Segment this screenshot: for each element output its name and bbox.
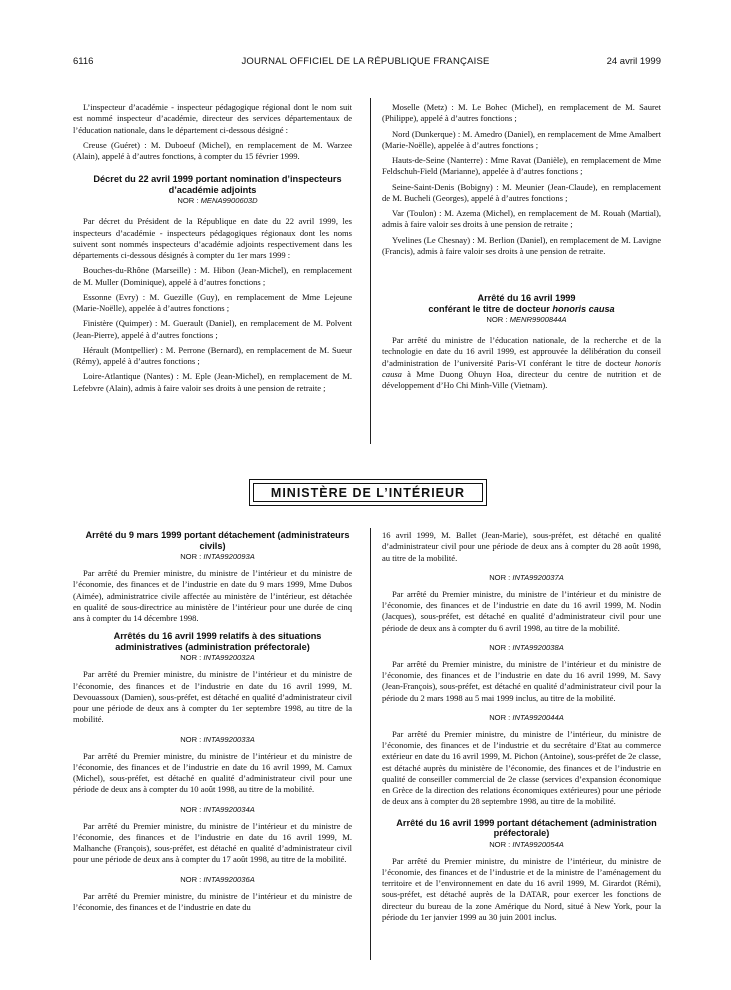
paragraph: [382, 335, 661, 391]
paragraph: 16 avril 1999, M. Ballet (Jean-Marie), sous-préfet, est détaché en qualité d’administrateur civil pour une période de deux ans à compter du 28 août 1998, au titre de la mobilité.: [382, 530, 661, 563]
paragraph: Par arrêté du Premier ministre, du ministre de l’intérieur et du ministre de l’économie, des finances et de l’industrie en date du 16 avril 1999, M. Malhanche (François), sous-préfet, est détaché en qualité d’administrateur civil pour une période de deux ans à compter du 17 août 1998, au titre de la mobilité.: [73, 820, 352, 865]
nor-label: NOR :: [180, 734, 202, 744]
paragraph: Var (Toulon) : M. Azema (Michel), en remplacement de M. Rouah (Martial), admis à faire valoir ses droits à une pension de retraite ;: [382, 208, 661, 230]
arrete-title: Arrêté du 16 avril 1999 portant détachement (administration préfectorale): [396, 817, 657, 838]
nor-label: NOR :: [489, 642, 511, 652]
nor-label: NOR :: [489, 572, 511, 582]
ministry-heading: MINISTÈRE DE L’INTÉRIEUR: [253, 483, 483, 502]
nor-label: NOR :: [180, 653, 202, 663]
nor-code: INTA9920093A: [203, 552, 255, 561]
paragraph: Hérault (Montpellier) : M. Perrone (Bernard), en remplacement de M. Sueur (Rémy), appelé à d’autres fonctions ;: [73, 344, 352, 366]
bottom-right-column: [382, 530, 661, 923]
arrete-title-line-1: Arrêté du 16 avril 1999: [477, 293, 576, 303]
nor-code: INTA9920038A: [512, 642, 564, 652]
paragraph: L’inspecteur d’académie - inspecteur pédagogique régional dont le nom suit est nommé inspecteur d’académie, directeur des services départementaux de l’éducation nationale, dans le département ci-dessous désigné :: [73, 102, 352, 135]
nor-code: MENR9900844A: [509, 315, 567, 324]
nor-label: NOR :: [177, 196, 199, 206]
nor-label: NOR :: [180, 874, 202, 884]
paragraph: Par arrêté du Premier ministre, du ministre de l’intérieur, du ministre de l’économie, des finances et de l’industrie et du secrétaire d’Etat au commerce extérieur en date du 16 avril 1999, M. Pichon (Antoine), sous-préfet de 2e classe, est détaché auprès du ministère de l’économie, des finances et de l’industrie en qualité de conseiller commercial de 2e classe (services d’expansion économique en Grèce de la direction des relations économiques extérieures) pour une période de deux ans à compter du 28 septembre 1998, au titre de la mobilité.: [382, 728, 661, 807]
arrete-title: Arrêtés du 16 avril 1999 relatifs à des situations administratives (administration préfectorale): [113, 631, 322, 652]
paragraph: Nord (Dunkerque) : M. Amedro (Daniel), en remplacement de Mme Amalbert (Marie-Noëlle), appelée à d’autres fonctions ;: [382, 128, 661, 150]
nor-label: NOR :: [180, 552, 202, 561]
nor-code: INTA9920032A: [203, 653, 255, 663]
nor-code: INTA9920036A: [203, 874, 255, 884]
paragraph: Hauts-de-Seine (Nanterre) : Mme Ravat (Danièle), en remplacement de Mme Feldschuh-Field (Marianne), appelée à d’autres fonctions ;: [382, 155, 661, 177]
paragraph: Loire-Atlantique (Nantes) : M. Eple (Jean-Michel), en remplacement de M. Lefebvre (Alain), admis à faire valoir ses droits à une pension de retraite ;: [73, 371, 352, 393]
nor-reference: [382, 314, 661, 325]
paragraph: Par arrêté du Premier ministre, du ministre de l’intérieur, du ministre de l’économie, des finances et de l’industrie et de la ministre de l’aménagement du territoire et de l’environnement en date du 16 avril 1999, M. Girardot (Rémi), sous-préfet, est détaché auprès de la DATAR, pour exercer les fonctions de directeur du bureau de la zone Amérique du Nord, situé à New York, pour la période du 1er janvier 1999 au 30 juin 2001 inclus.: [382, 855, 661, 922]
paragraph: Par arrêté du Premier ministre, du ministre de l’intérieur et du ministre de l’économie, des finances et de l’industrie en date du 16 avril 1999, M. Nodin (Jacques), sous-préfet, est détaché en qualité d’administrateur civil pour une période de deux ans à compter du 6 avril 1998, au titre de la mobilité.: [382, 588, 661, 633]
nor-code: INTA9920034A: [203, 804, 255, 814]
nor-reference: [382, 572, 661, 583]
paragraph: Seine-Saint-Denis (Bobigny) : M. Meunier (Jean-Claude), en remplacement de M. Bucheli (Georges), appelé à d’autres fonctions ;: [382, 181, 661, 203]
nor-reference: [73, 804, 352, 815]
paragraph: Creuse (Guéret) : M. Duboeuf (Michel), en remplacement de M. Warzee (Alain), appelé à d’autres fonctions, à compter du 15 février 1999.: [73, 139, 352, 161]
nor-label: NOR :: [486, 315, 508, 324]
publication-date: 24 avril 1999: [606, 56, 661, 67]
paragraph: Par arrêté du Premier ministre, du ministre de l’intérieur et du ministre de l’économie, des finances et de l’industrie en date du 16 avril 1999, M. Camux (Michel), sous-préfet, est détaché en qualité d’administrateur civil pour une période de deux ans à compter du 10 août 1998, au titre de la mobilité.: [73, 750, 352, 795]
paragraph: Par arrêté du Premier ministre, du ministre de l’intérieur et du ministre de l’économie, des finances et de l’industrie en date du 16 avril 1999, M. Savy (Jean-François), sous-préfet, est détaché en qualité d’administrateur civil pour la période du 2 mars 1998 au 5 mai 1999 inclus, au titre de la mobilité.: [382, 658, 661, 703]
paragraph: Finistère (Quimper) : M. Guerault (Daniel), en remplacement de M. Polvent (Jean-Pierre), appelé à d’autres fonctions ;: [73, 318, 352, 340]
nor-reference: [73, 874, 352, 885]
journal-title: JOURNAL OFFICIEL DE LA RÉPUBLIQUE FRANÇAISE: [241, 56, 490, 67]
text-run: Par arrêté du ministre de l’éducation nationale, de la recherche et de la technologie en date du 16 avril 1999, est approuvée la délibération du conseil d’administration de l’université Paris-VI conférant le titre de docteur: [382, 335, 661, 368]
nor-reference: [382, 642, 661, 653]
nor-code: INTA9920037A: [512, 572, 564, 582]
ministry-heading-box: [249, 479, 487, 506]
arrete-title-line-2: conférant le titre de docteur: [428, 303, 553, 314]
paragraph: Yvelines (Le Chesnay) : M. Berlion (Daniel), en remplacement de M. Lavigne (Francis), admis à faire valoir ses droits à une pension de retraite.: [382, 234, 661, 256]
column-divider: [370, 528, 371, 960]
nor-reference: [73, 734, 352, 745]
paragraph: Essonne (Evry) : M. Guezille (Guy), en remplacement de Mme Lejeune (Marie-Noëlle), appelée à d’autres fonctions ;: [73, 291, 352, 313]
nor-code: INTA9920044A: [512, 712, 564, 722]
paragraph: Bouches-du-Rhône (Marseille) : M. Hibon (Jean-Michel), en remplacement de M. Muller (Dominique), appelé à d’autres fonctions ;: [73, 265, 352, 287]
nor-reference: [73, 551, 352, 562]
nor-label: NOR :: [489, 712, 511, 722]
bottom-left-column: [73, 530, 352, 913]
nor-label: NOR :: [180, 804, 202, 814]
top-right-column: [382, 102, 661, 391]
text-run: à Mme Duong Ohuyn Hoa, directeur du centre de nutrition et de développement d’Ho Chi Minh-Ville (Vietnam).: [382, 368, 661, 390]
nor-code: INTA9920033A: [203, 734, 255, 744]
nor-label: NOR :: [489, 839, 511, 849]
arrete-title-italic: honoris causa: [552, 303, 615, 314]
decree-title: Décret du 22 avril 1999 portant nomination d’inspecteurs d’académie adjoints: [93, 174, 342, 195]
nor-reference: [73, 652, 352, 663]
nor-code: INTA9920054A: [512, 839, 564, 849]
paragraph: Moselle (Metz) : M. Le Bohec (Michel), en remplacement de M. Sauret (Philippe), appelé à d’autres fonctions ;: [382, 102, 661, 124]
paragraph: Par arrêté du Premier ministre, du ministre de l’intérieur et du ministre de l’économie, des finances et de l’industrie en date du: [73, 890, 352, 912]
page-number: 6116: [73, 56, 94, 67]
top-left-column: [73, 102, 352, 394]
arrete-title: [382, 293, 661, 314]
nor-reference: [382, 839, 661, 850]
paragraph: Par arrêté du Premier ministre, du ministre de l’intérieur et du ministre de l’économie, des finances et de l’industrie en date du 16 avril 1999, M. Devouassoux (Damien), sous-préfet, est détaché en qualité d’administrateur civil pour une période de deux ans à compter du 1er septembre 1998, au titre de la mobilité.: [73, 669, 352, 725]
nor-code: MENA9900603D: [200, 196, 258, 206]
nor-reference: [382, 712, 661, 723]
nor-reference: [73, 195, 352, 206]
column-divider: [370, 98, 371, 444]
text-run-italic: honoris causa: [382, 357, 661, 379]
arrete-title: Arrêté du 9 mars 1999 portant détachement (administrateurs civils): [85, 530, 350, 551]
paragraph: Par décret du Président de la République en date du 22 avril 1999, les inspecteurs d’académie - inspecteurs pédagogiques régionaux dont les noms suivent sont nommés inspecteurs d’académie adjoints respectivement dans les départements ci-dessous désignés à compter du 1er mars 1999 :: [73, 216, 352, 260]
paragraph: Par arrêté du Premier ministre, du ministre de l’intérieur et du ministre de l’économie, des finances et de l’industrie en date du 9 mars 1999, Mme Dubos (Aimée), administratrice civile affectée au ministère de l’intérieur, est détachée en qualité de sous-directrice au ministère de l’intérieur pour une durée de cinq ans à compter du 14 décembre 1998.: [73, 568, 352, 623]
